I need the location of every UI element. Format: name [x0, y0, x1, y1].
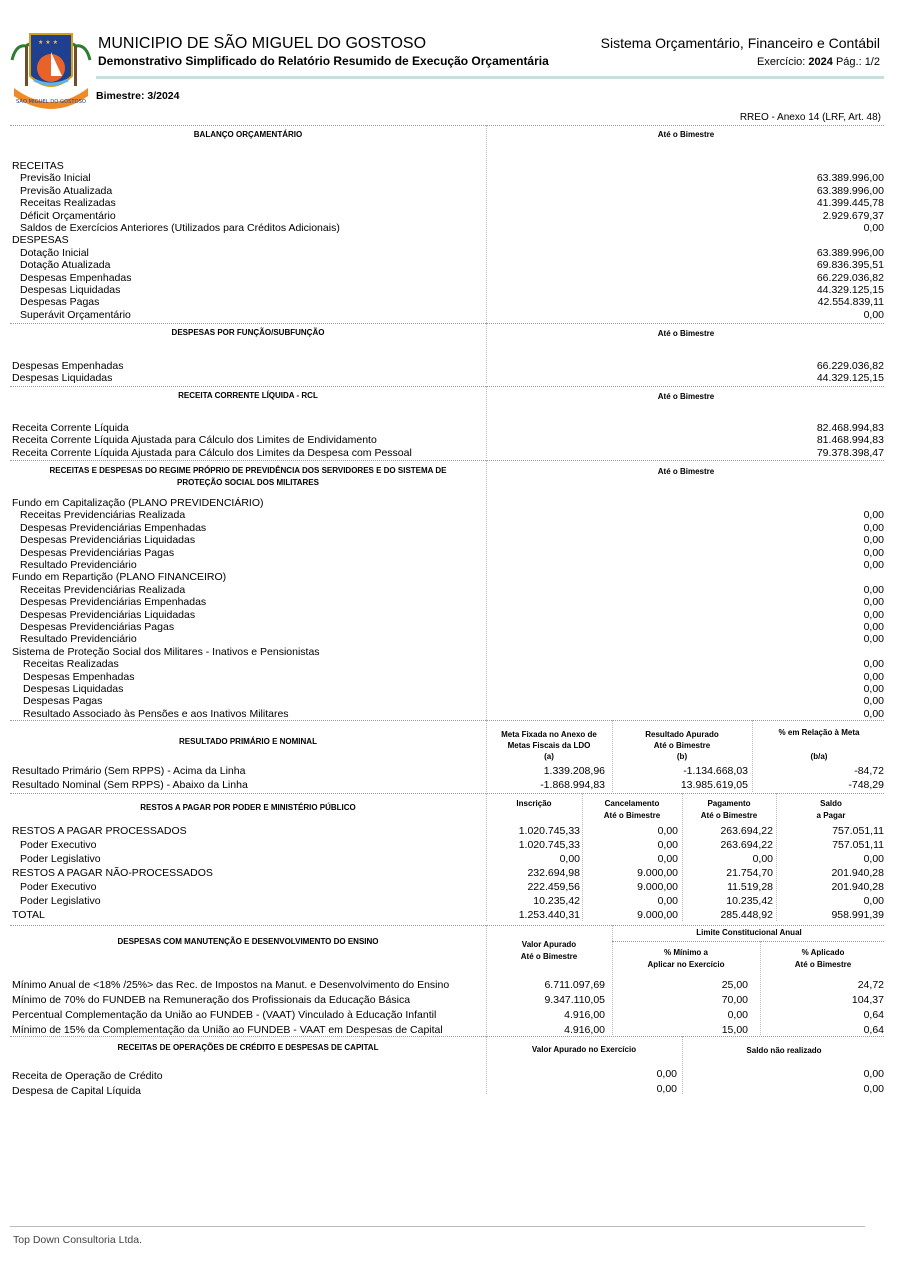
balanco-row-label: Despesas Empenhadas [20, 271, 132, 284]
restos-row-label: Poder Executivo [20, 881, 97, 893]
rpps-row-value: 0,00 [863, 633, 884, 646]
divider-line [612, 941, 884, 942]
rpps-row-value: 0,00 [863, 707, 884, 720]
footer-separator [10, 1226, 865, 1227]
restos-row-label: RESTOS A PAGAR NÃO-PROCESSADOS [12, 867, 213, 879]
rpps-row-label: Despesas Previdenciárias Empenhadas [20, 596, 207, 609]
restos-row-value: 958.991,39 [831, 909, 884, 921]
restos-row-label: RESTOS A PAGAR PROCESSADOS [12, 825, 187, 837]
rpps-row-label: Despesas Pagas [23, 695, 103, 708]
page-indicator: Pág.: 1/2 [835, 56, 880, 68]
restos-row-value: 222.459,56 [527, 881, 580, 893]
rpps-row-value: 0,00 [863, 608, 884, 621]
restos-row-value: 757.051,11 [832, 839, 884, 851]
primario-value-b: 13.985.619,05 [680, 779, 748, 791]
column-divider [486, 1036, 487, 1094]
balanco-row-label: Previsão Inicial [20, 172, 91, 185]
col-header-meta: Meta Fixada no Anexo de [501, 730, 597, 739]
restos-row-value: 21.754,70 [726, 867, 773, 879]
restos-row-value: 10.235,42 [726, 895, 773, 907]
balanco-row-value: 66.229.036,82 [816, 271, 884, 284]
funcao-row-label: Despesas Empenhadas [12, 360, 124, 372]
balanco-row-label: Dotação Inicial [20, 246, 89, 259]
section-title-rpps-1: RECEITAS E DESPESAS DO REGIME PRÓPRIO DE PREVIDÊNCIA DOS SERVIDORES E DO SISTEMA DE [49, 466, 447, 475]
column-divider [752, 720, 753, 792]
rpps-row-label: Despesas Previdenciárias Liquidadas [20, 534, 196, 547]
primario-row-label: Resultado Nominal (Sem RPPS) - Abaixo da Linha [12, 779, 248, 791]
ensino-minimo: 0,00 [727, 1009, 748, 1021]
funcao-row-value: 44.329.125,15 [816, 372, 884, 385]
rpps-row-value: 0,00 [863, 534, 884, 547]
rpps-row-label: Despesas Previdenciárias Empenhadas [20, 521, 207, 534]
divider-line [10, 323, 884, 324]
restos-row-value: 285.448,92 [720, 909, 773, 921]
col-header-funcao: Até o Bimestre [657, 329, 715, 338]
credito-row-label: Despesa de Capital Líquida [12, 1085, 142, 1097]
ensino-row-label: Percentual Complementação da União ao FUNDEB - (VAAT) Vinculado à Educação Infantil [12, 1009, 437, 1021]
restos-row-label: TOTAL [12, 909, 45, 921]
rpps-row-label: Receitas Realizadas [23, 658, 119, 671]
primario-value-a: -1.868.994,83 [540, 779, 605, 791]
balanco-row-label: Despesas Liquidadas [20, 284, 121, 296]
ensino-minimo: 15,00 [721, 1024, 748, 1036]
divider-line [10, 125, 884, 126]
restos-row-label: Poder Executivo [20, 839, 97, 851]
period-label: Bimestre: 3/2024 [96, 90, 180, 102]
header-separator [96, 76, 884, 79]
restos-row-value: 0,00 [559, 853, 580, 865]
rpps-row-label: Receitas Previdenciárias Realizada [20, 509, 186, 522]
rpps-row-value: 0,00 [863, 546, 884, 559]
restos-col-header: Inscrição [516, 799, 552, 808]
col-header-minimo: Aplicar no Exercício [647, 960, 725, 969]
col-header-valor-exercicio: Valor Apurado no Exercício [531, 1045, 637, 1054]
balanco-row-label: Dotação Atualizada [20, 259, 111, 272]
rpps-row-label: Sistema de Proteção Social dos Militares - Inativos e Pensionistas [12, 645, 320, 658]
rpps-row-label: Resultado Previdenciário [20, 633, 137, 646]
svg-text:SÃO MIGUEL DO GOSTOSO: SÃO MIGUEL DO GOSTOSO [16, 99, 86, 105]
divider-line [10, 460, 884, 461]
col-header-valor-apurado: Até o Bimestre [520, 952, 578, 961]
column-divider [486, 460, 487, 720]
balanco-row-label: Receitas Realizadas [20, 197, 116, 210]
balanco-row-value: 0,00 [863, 222, 884, 234]
balanco-row-value: 63.389.996,00 [816, 184, 884, 197]
restos-col-header: a Pagar [816, 811, 846, 820]
ensino-aplicado: 24,72 [857, 979, 884, 991]
rpps-row-label: Despesas Empenhadas [23, 670, 135, 683]
restos-row-value: 0,00 [752, 853, 773, 865]
section-title-rcl: RECEITA CORRENTE LÍQUIDA - RCL [178, 391, 318, 400]
restos-row-label: Poder Legislativo [20, 853, 101, 865]
funcao-row-label: Despesas Liquidadas [12, 372, 113, 385]
rpps-row-value: 0,00 [863, 583, 884, 596]
restos-row-value: 1.020.745,33 [518, 839, 580, 851]
balanco-row-label: Saldos de Exercícios Anteriores (Utilizados para Créditos Adicionais) [20, 222, 340, 234]
ensino-value: 4.916,00 [564, 1024, 605, 1036]
restos-row-value: 201.940,28 [831, 881, 884, 893]
divider-line [10, 386, 884, 387]
restos-row-value: 0,00 [657, 839, 678, 851]
ensino-aplicado: 0,64 [863, 1024, 884, 1036]
rpps-row-label: Despesas Previdenciárias Pagas [20, 621, 175, 633]
section-title-balanco: BALANÇO ORÇAMENTÁRIO [193, 130, 303, 139]
column-divider [486, 125, 487, 325]
ensino-row-label: Mínimo de 15% da Complementação da União ao FUNDEB - VAAT em Despesas de Capital [12, 1024, 443, 1036]
balanco-row-value: 63.389.996,00 [816, 172, 884, 185]
col-header-bimestre: Até o Bimestre [657, 130, 715, 139]
system-name: Sistema Orçamentário, Financeiro e Contábil [600, 35, 880, 51]
balanco-row-label: Previsão Atualizada [20, 184, 113, 197]
col-header-meta: Metas Fiscais da LDO [507, 741, 591, 750]
restos-col-header: Pagamento [707, 799, 751, 808]
rcl-row-value: 81.468.994,83 [816, 434, 884, 447]
balanco-row-value: 63.389.996,00 [816, 246, 884, 259]
balanco-row-value: 42.554.839,11 [817, 296, 884, 309]
credito-valor: 0,00 [656, 1068, 677, 1080]
rpps-row-label: Despesas Liquidadas [23, 683, 124, 695]
restos-row-label: Poder Legislativo [20, 895, 101, 907]
restos-row-value: 201.940,28 [831, 867, 884, 879]
col-header-resultado: (b) [676, 752, 688, 761]
restos-col-header: Até o Bimestre [700, 811, 758, 820]
ensino-row-label: Mínimo Anual de <18% /25%> das Rec. de Impostos na Manut. e Desenvolvimento do Ensino [12, 979, 450, 991]
balanco-row-label: RECEITAS [12, 160, 64, 172]
restos-col-header: Saldo [820, 799, 842, 808]
balanco-row-label: DESPESAS [12, 234, 69, 247]
primario-value-c: -84,72 [854, 765, 884, 777]
column-divider [776, 793, 777, 921]
column-divider [486, 323, 487, 383]
balanco-row-value: 69.836.395,51 [816, 259, 884, 272]
restos-row-value: 0,00 [863, 895, 884, 907]
col-header-valor-apurado: Valor Apurado [521, 940, 577, 949]
restos-row-value: 1.020.745,33 [518, 825, 580, 837]
column-divider [486, 925, 487, 1035]
rcl-row-label: Receita Corrente Líquida Ajustada para Cálculo dos Limites de Endividamento [12, 434, 377, 447]
footer-company: Top Down Consultoria Ltda. [13, 1234, 142, 1246]
ensino-row-label: Mínimo de 70% do FUNDEB na Remuneração dos Profissionais da Educação Básica [12, 994, 411, 1006]
ensino-aplicado: 104,37 [851, 994, 884, 1006]
balanco-row-value: 41.399.445,78 [816, 197, 884, 210]
report-title: Demonstrativo Simplificado do Relatório Resumido de Execução Orçamentária [98, 54, 549, 68]
balanco-row-label: Déficit Orçamentário [20, 209, 116, 222]
rpps-row-label: Fundo em Capitalização (PLANO PREVIDENCIÁRIO) [12, 497, 264, 509]
section-title-ensino: DESPESAS COM MANUTENÇÃO E DESENVOLVIMENTO DO ENSINO [117, 937, 379, 946]
primario-row-label: Resultado Primário (Sem RPPS) - Acima da Linha [12, 765, 246, 777]
divider-line [10, 1036, 884, 1037]
ensino-aplicado: 0,64 [863, 1009, 884, 1021]
col-header-percent: % em Relação à Meta [778, 728, 860, 737]
section-title-primario: RESULTADO PRIMÁRIO E NOMINAL [179, 737, 317, 746]
annex-label: RREO - Anexo 14 (LRF, Art. 48) [739, 112, 881, 123]
credito-valor: 0,00 [656, 1083, 677, 1095]
restos-row-value: 0,00 [657, 853, 678, 865]
column-divider [582, 793, 583, 921]
ensino-value: 6.711.097,69 [544, 979, 605, 991]
column-divider [486, 386, 487, 458]
col-header-resultado: Resultado Apurado [645, 730, 719, 739]
rpps-row-label: Receitas Previdenciárias Realizada [20, 583, 186, 596]
exercise-info [757, 56, 880, 68]
primario-value-c: -748,29 [848, 779, 884, 791]
restos-row-value: 11.519,28 [727, 881, 773, 893]
exercise-year: 2024 [808, 56, 833, 68]
section-title-funcao: DESPESAS POR FUNÇÃO/SUBFUNÇÃO [171, 328, 325, 337]
rpps-row-value: 0,00 [863, 559, 884, 571]
credito-row-label: Receita de Operação de Crédito [12, 1070, 163, 1082]
restos-row-value: 0,00 [657, 895, 678, 907]
rpps-row-label: Despesas Previdenciárias Liquidadas [20, 608, 196, 621]
section-title-credito: RECEITAS DE OPERAÇÕES DE CRÉDITO E DESPESAS DE CAPITAL [117, 1043, 379, 1052]
restos-row-value: 232.694,98 [527, 867, 580, 879]
col-header-saldo: Saldo não realizado [746, 1046, 822, 1055]
rpps-row-value: 0,00 [863, 658, 884, 671]
ensino-minimo: 70,00 [721, 994, 748, 1006]
rpps-row-value: 0,00 [863, 596, 884, 609]
col-header-aplicado: Até o Bimestre [794, 960, 852, 969]
rcl-row-label: Receita Corrente Líquida Ajustada para Cálculo dos Limites da Despesa com Pessoal [12, 446, 412, 459]
primario-value-b: -1.134.668,03 [683, 765, 748, 777]
column-divider [682, 1036, 683, 1094]
rpps-row-value: 0,00 [863, 670, 884, 683]
restos-row-value: 1.253.440,31 [518, 909, 580, 921]
balanco-row-label: Superávit Orçamentário [20, 308, 131, 321]
rcl-row-value: 82.468.994,83 [816, 422, 884, 434]
rpps-row-label: Despesas Previdenciárias Pagas [20, 546, 175, 559]
credito-saldo: 0,00 [863, 1083, 884, 1095]
rcl-row-value: 79.378.398,47 [816, 446, 884, 459]
column-divider [760, 941, 761, 1035]
section-title-restos: RESTOS A PAGAR POR PODER E MINISTÉRIO PÚBLICO [140, 803, 356, 812]
restos-row-value: 0,00 [657, 825, 678, 837]
balanco-row-label: Despesas Pagas [20, 296, 100, 309]
rpps-row-value: 0,00 [863, 509, 884, 522]
restos-row-value: 0,00 [863, 853, 884, 865]
primario-value-a: 1.339.208,96 [543, 765, 605, 777]
col-header-aplicado: % Aplicado [801, 948, 845, 957]
rpps-row-label: Resultado Previdenciário [20, 559, 137, 571]
rcl-row-label: Receita Corrente Líquida [12, 422, 129, 434]
balanco-row-value: 2.929.679,37 [822, 209, 884, 222]
balanco-row-value: 44.329.125,15 [816, 284, 884, 296]
col-header-meta: (a) [544, 752, 554, 761]
restos-row-value: 263.694,22 [720, 825, 773, 837]
svg-text:★ ★ ★: ★ ★ ★ [38, 39, 58, 46]
rpps-row-label: Fundo em Repartição (PLANO FINANCEIRO) [12, 571, 227, 584]
column-divider [612, 925, 613, 1035]
ensino-value: 9.347.110,05 [544, 994, 605, 1006]
municipality-name: MUNICIPIO DE SÃO MIGUEL DO GOSTOSO [98, 35, 427, 52]
rpps-row-label: Resultado Associado às Pensões e aos Inativos Militares [23, 707, 289, 720]
credito-saldo: 0,00 [863, 1068, 884, 1080]
restos-row-value: 10.235,42 [533, 895, 580, 907]
exercise-label: Exercício: [757, 56, 806, 68]
restos-row-value: 9.000,00 [637, 867, 678, 879]
restos-row-value: 263.694,22 [720, 839, 773, 851]
rpps-row-value: 0,00 [863, 521, 884, 534]
restos-row-value: 9.000,00 [637, 909, 678, 921]
col-header-resultado: Até o Bimestre [653, 741, 711, 750]
section-title-rpps-2: PROTEÇÃO SOCIAL DOS MILITARES [177, 478, 319, 487]
column-divider [682, 793, 683, 921]
column-divider [486, 720, 487, 792]
rpps-row-value: 0,00 [863, 683, 884, 695]
divider-line [10, 925, 884, 926]
ensino-minimo: 25,00 [721, 979, 748, 991]
ensino-value: 4.916,00 [564, 1009, 605, 1021]
restos-row-value: 757.051,11 [832, 825, 884, 837]
rpps-row-value: 0,00 [863, 695, 884, 708]
col-header-rpps: Até o Bimestre [657, 467, 715, 476]
restos-col-header: Cancelamento [604, 799, 660, 808]
funcao-row-value: 66.229.036,82 [816, 360, 884, 372]
municipality-logo [6, 24, 96, 110]
restos-col-header: Até o Bimestre [603, 811, 661, 820]
col-header-rcl: Até o Bimestre [657, 392, 715, 401]
col-header-minimo: % Mínimo a [663, 948, 708, 957]
rpps-row-value: 0,00 [863, 621, 884, 633]
col-header-percent-sub: (b/a) [810, 752, 828, 761]
col-header-limite: Limite Constitucional Anual [696, 928, 802, 937]
column-divider [612, 720, 613, 792]
balanco-row-value: 0,00 [863, 308, 884, 321]
column-divider [486, 793, 487, 921]
divider-line [10, 793, 884, 794]
restos-row-value: 9.000,00 [637, 881, 678, 893]
